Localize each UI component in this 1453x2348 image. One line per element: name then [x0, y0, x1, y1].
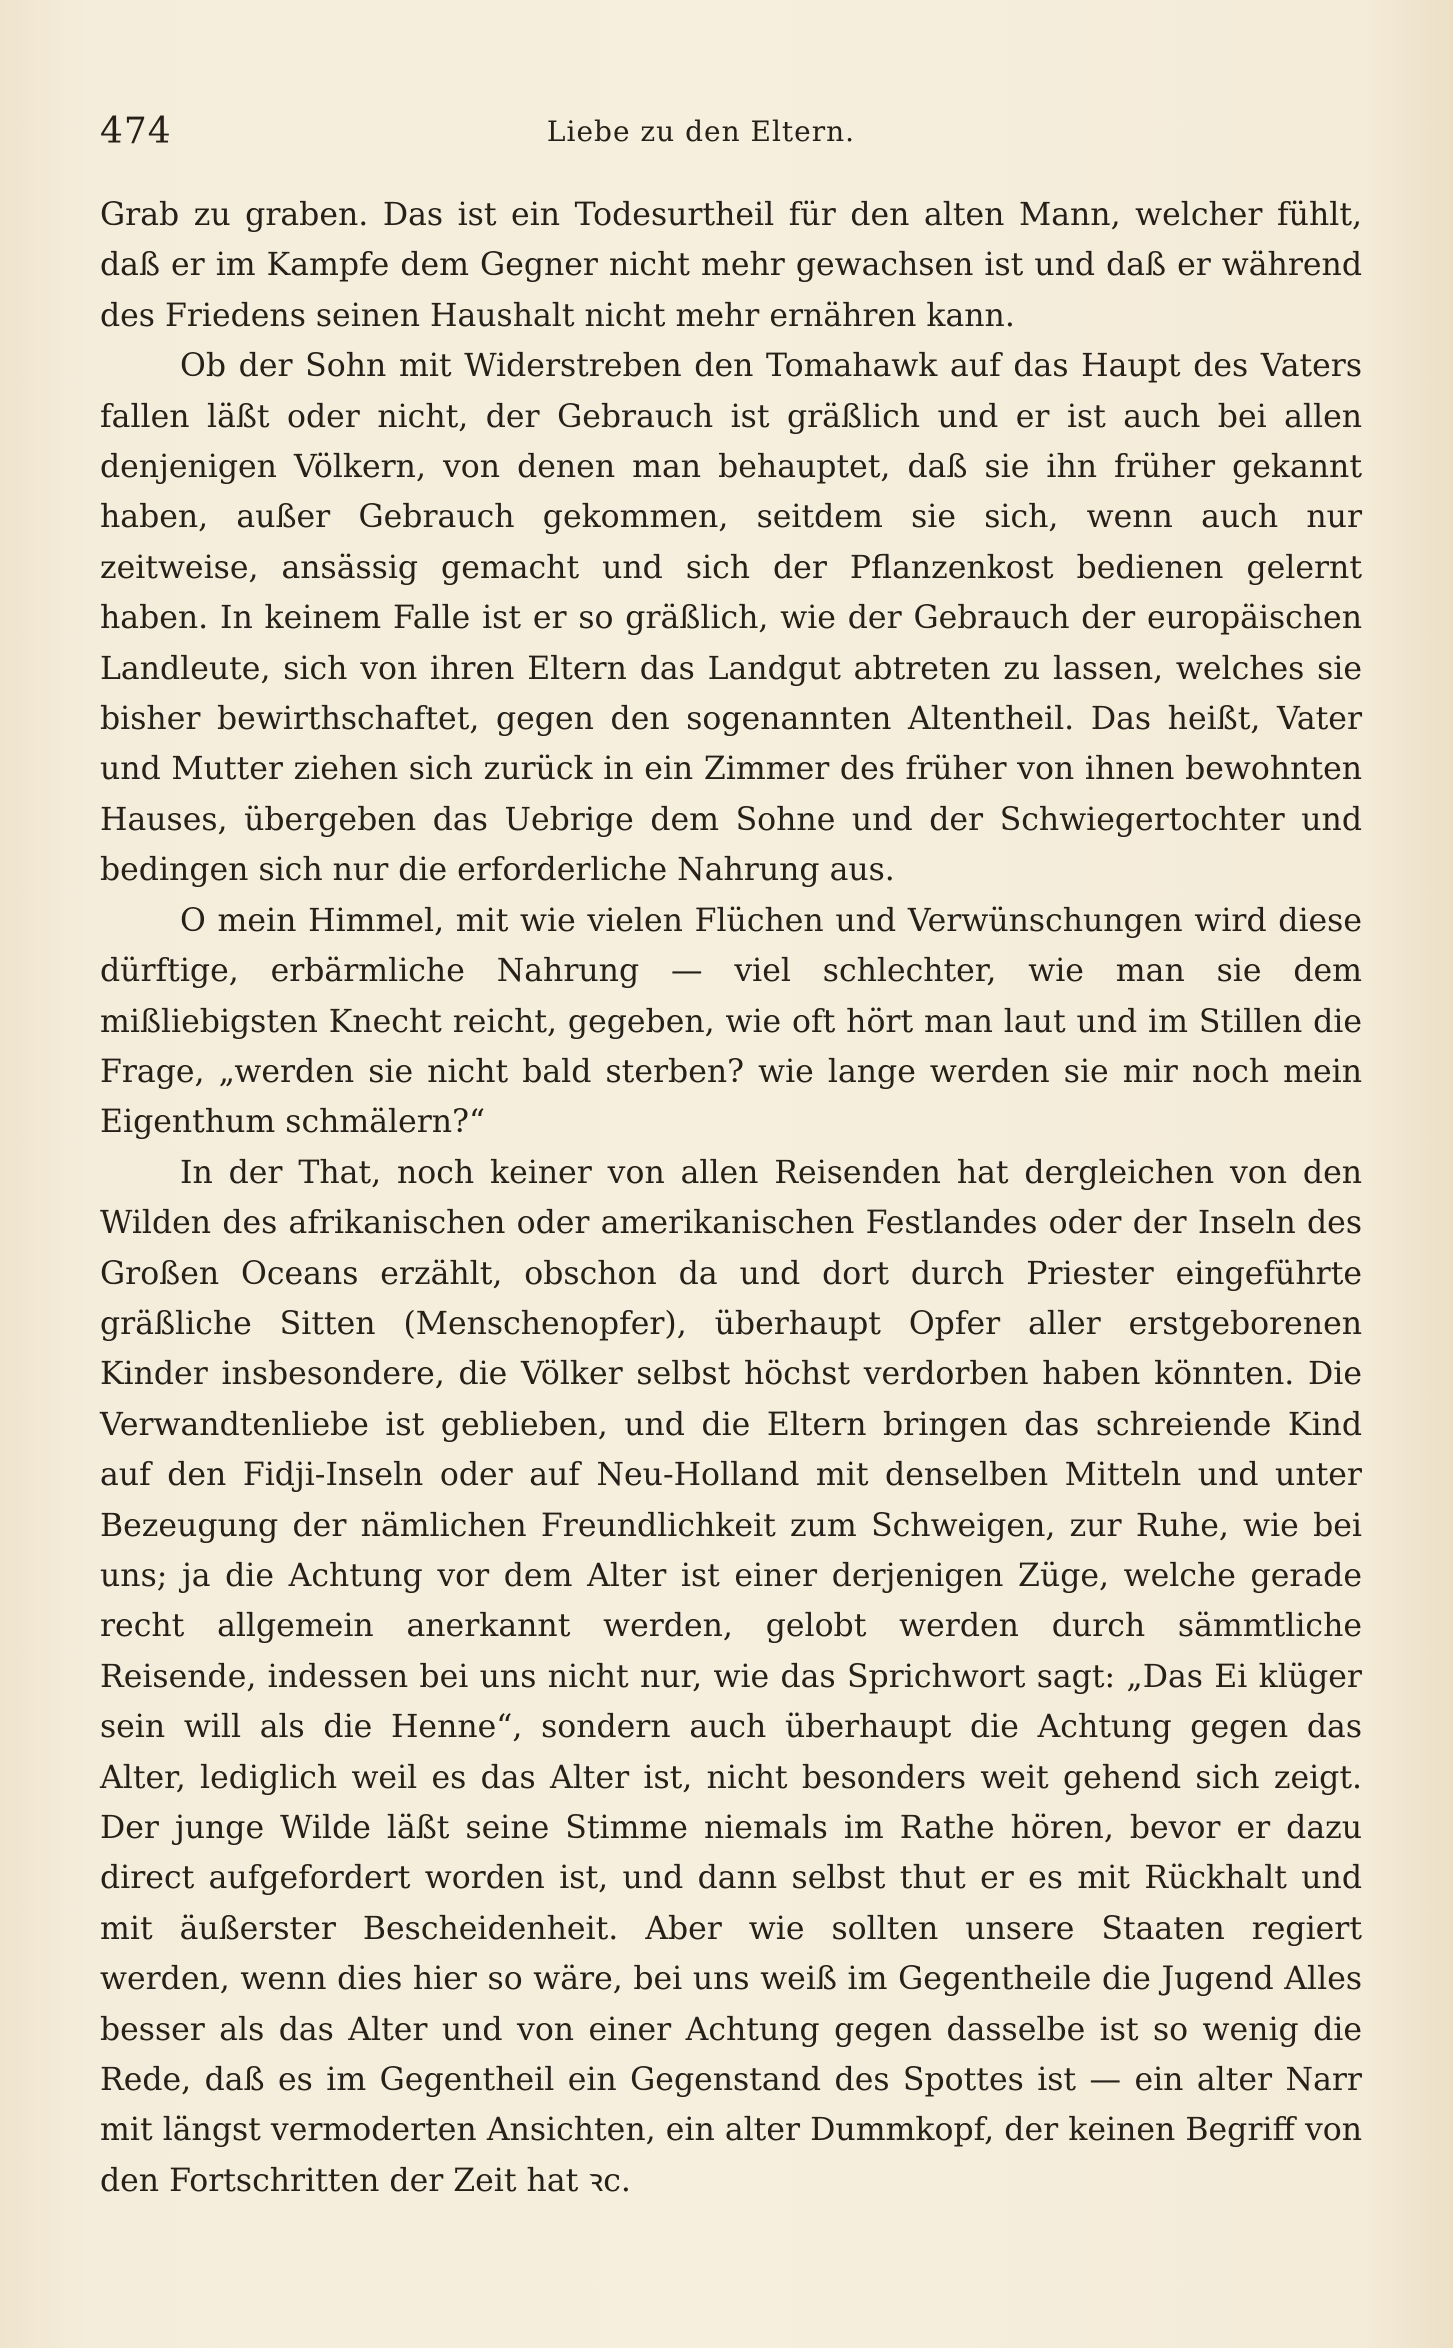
paragraph: O mein Himmel, mit wie vielen Flüchen und Verwünschungen wird diese dürftige, erbärmliche Nahrung — viel schlechter, wie man sie dem mißliebigsten Knecht reicht, gegeben, wie oft hört man laut und im Stillen die Frage, „werden sie nicht bald sterben? wie lange werden sie mir noch mein Eigenthum schmälern?“ — [100, 902, 1362, 1141]
paragraph: In der That, noch keiner von allen Reisenden hat dergleichen von den Wilden des afrikanischen oder amerikanischen Festlandes oder der Inseln des Großen Oceans erzählt, obschon da und dort durch Priester eingeführte gräßliche Sitten (Menschenopfer), überhaupt Opfer aller erstgeborenen Kinder insbesondere, die Völker selbst höchst verdorben haben könnten. Die Verwandtenliebe ist geblieben, und die Eltern bringen das schreiende Kind auf den Fidji-Inseln oder auf Neu-Holland mit denselben Mitteln und unter Bezeugung der nämlichen Freundlichkeit zum Schweigen, zur Ruhe, wie bei uns; ja die Achtung vor dem Alter ist einer derjenigen Züge, welche gerade recht allgemein anerkannt werden, gelobt werden durch sämmtliche Reisende, indessen bei uns nicht nur, wie das Sprichwort sagt: „Das Ei klüger sein will als die Henne“, sondern auch überhaupt die Achtung gegen das Alter, lediglich weil es das Alter ist, nicht besonders weit gehend sich zeigt. Der junge Wilde läßt seine Stimme niemals im Rathe hören, bevor er dazu direct aufgefordert worden ist, und dann selbst thut er es mit Rückhalt und mit äußerster Bescheidenheit. Aber wie sollten unsere Staaten regiert werden, wenn dies hier so wäre, bei uns weiß im Gegentheile die Jugend Alles besser als das Alter und von einer Achtung gegen dasselbe ist so wenig die Rede, daß es im Gegentheil ein Gegenstand des Spottes ist — ein alter Narr mit längst vermoderten Ansichten, ein alter Dummkopf, der keinen Begriff von den Fortschritten der Zeit hat ꝛc. — [100, 1154, 1362, 2199]
page-header — [100, 108, 1362, 156]
body-text — [100, 190, 1362, 2206]
paragraph: Ob der Sohn mit Widerstreben den Tomahawk auf das Haupt des Vaters fallen läßt oder nicht, der Gebrauch ist gräßlich und er ist auch bei allen denjenigen Völkern, von denen man behauptet, daß sie ihn früher gekannt haben, außer Gebrauch gekommen, seitdem sie sich, wenn auch nur zeitweise, ansässig gemacht und sich der Pflanzenkost bedienen gelernt haben. In keinem Falle ist er so gräßlich, wie der Gebrauch der europäischen Landleute, sich von ihren Eltern das Landgut abtreten zu lassen, welches sie bisher bewirthschaftet, gegen den sogenannten Altentheil. Das heißt, Vater und Mutter ziehen sich zurück in ein Zimmer des früher von ihnen bewohnten Hauses, übergeben das Uebrige dem Sohne und der Schwiegertochter und bedingen sich nur die erforderliche Nahrung aus. — [100, 348, 1362, 889]
page-number: 474 — [100, 111, 172, 152]
running-title: Liebe zu den Eltern. — [546, 115, 856, 148]
paragraph: Grab zu graben. Das ist ein Todesurtheil für den alten Mann, welcher fühlt, daß er im Kampfe dem Gegner nicht mehr gewachsen ist und daß er während des Friedens seinen Haushalt nicht mehr ernähren kann. — [100, 197, 1362, 334]
